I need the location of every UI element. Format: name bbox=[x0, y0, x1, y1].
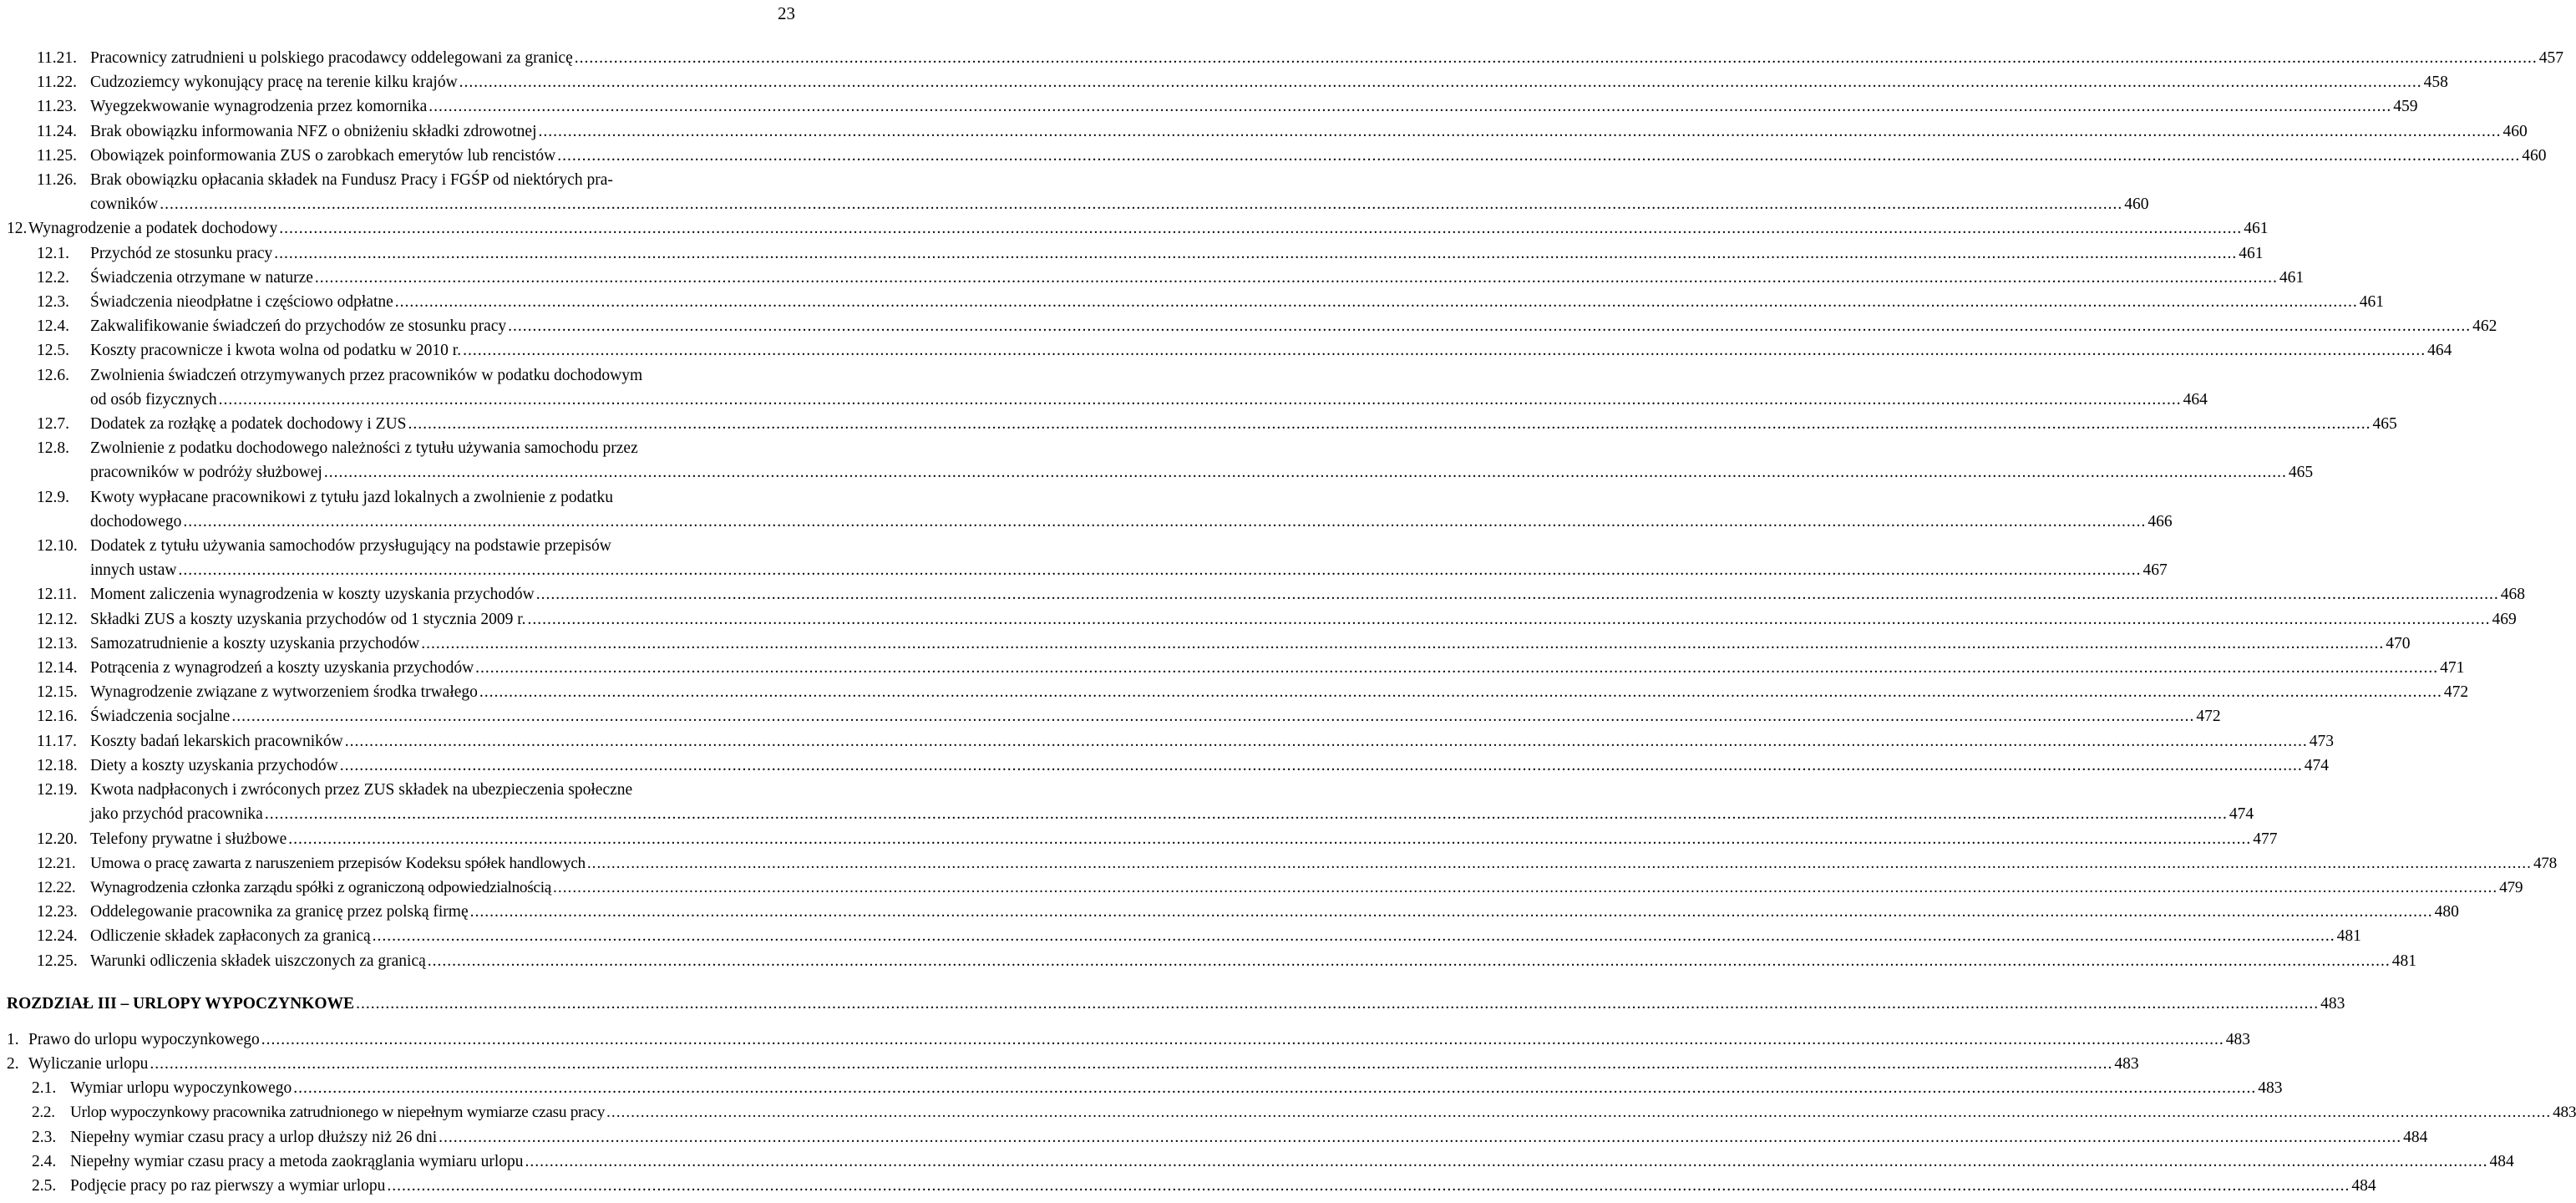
toc-entry-number: 2.5. bbox=[32, 1176, 57, 1195]
toc-entry-number: 12.4. bbox=[37, 317, 69, 336]
table-of-contents bbox=[0, 46, 2576, 1198]
toc-leader-dots: ................................................................................................................................................................................................................................................................................................................................................................................................................ bbox=[459, 74, 2422, 92]
toc-leader-dots: ................................................................................................................................................................................................................................................................................................................................................................................................................ bbox=[264, 805, 2228, 824]
toc-entry-number: 12.15. bbox=[37, 683, 78, 702]
toc-entry bbox=[0, 1150, 2514, 1174]
toc-entry-number: 2.2. bbox=[32, 1104, 55, 1122]
toc-entry-page: 470 bbox=[2386, 634, 2411, 652]
toc-entry-title: Telefony prywatne i służbowe bbox=[90, 830, 287, 848]
toc-entry-title: jako przychód pracownika bbox=[90, 805, 263, 824]
toc-entry bbox=[0, 314, 2497, 338]
toc-entry-page: 458 bbox=[2423, 74, 2448, 92]
toc-entry bbox=[0, 1052, 2139, 1076]
toc-entry-title: Odliczenie składek zapłaconych za granicą bbox=[90, 927, 371, 946]
toc-entry-number: 12.3. bbox=[37, 293, 69, 312]
toc-entry bbox=[0, 851, 2557, 876]
toc-entry-number: 2. bbox=[7, 1054, 19, 1073]
toc-entry bbox=[0, 534, 2168, 582]
toc-entry-page: 472 bbox=[2196, 708, 2221, 726]
toc-entry-page: 481 bbox=[2336, 927, 2361, 946]
toc-entry-page: 460 bbox=[2522, 146, 2547, 165]
toc-leader-dots: ................................................................................................................................................................................................................................................................................................................................................................................................................ bbox=[557, 146, 2521, 165]
toc-entry-number: 12.14. bbox=[37, 659, 78, 678]
toc-entry-number: 11.25. bbox=[37, 146, 78, 165]
toc-entry bbox=[0, 949, 2417, 973]
toc-entry-page: 478 bbox=[2533, 854, 2557, 872]
toc-entry-title: Umowa o pracę zawarta z naruszeniem przepisów Kodeksu spółek handlowych bbox=[90, 854, 586, 872]
toc-entry-title: Pracownicy zatrudnieni u polskiego pracodawcy oddelegowani za granicę bbox=[90, 49, 573, 67]
toc-leader-dots: ................................................................................................................................................................................................................................................................................................................................................................................................................ bbox=[538, 122, 2502, 140]
toc-leader-dots: ................................................................................................................................................................................................................................................................................................................................................................................................................ bbox=[479, 683, 2442, 702]
toc-entry-title: cowników bbox=[90, 195, 159, 214]
toc-entry-page: 471 bbox=[2440, 659, 2465, 678]
toc-leader-dots: ................................................................................................................................................................................................................................................................................................................................................................................................................ bbox=[525, 1152, 2488, 1170]
toc-entry bbox=[0, 94, 2418, 119]
toc-leader-dots: ................................................................................................................................................................................................................................................................................................................................................................................................................ bbox=[288, 830, 2252, 848]
toc-entry-page: 461 bbox=[2244, 220, 2269, 238]
toc-leader-dots: ................................................................................................................................................................................................................................................................................................................................................................................................................ bbox=[261, 1030, 2224, 1048]
toc-entry bbox=[0, 46, 2563, 70]
toc-entry-page: 473 bbox=[2309, 732, 2334, 750]
toc-entry-title: Moment zaliczenia wynagrodzenia w koszty uzyskania przychodów bbox=[90, 586, 535, 604]
toc-entry-title: Oddelegowanie pracownika za granicę przez polską firmę bbox=[90, 903, 469, 921]
toc-entry-page: 460 bbox=[2502, 122, 2528, 140]
toc-entry-title: Świadczenia socjalne bbox=[90, 708, 231, 726]
toc-section-11 bbox=[0, 46, 2563, 216]
chapter-title: ROZDZIAŁ III – URLOPY WYPOCZYNKOWE bbox=[7, 994, 355, 1013]
toc-entry bbox=[0, 900, 2459, 924]
toc-entry-number: 12.20. bbox=[37, 830, 78, 848]
toc-entry bbox=[0, 924, 2361, 948]
toc-entry-page: 464 bbox=[2183, 390, 2208, 409]
toc-entry bbox=[0, 754, 2329, 778]
toc-entry-title: Przychód ze stosunku pracy bbox=[90, 244, 273, 262]
toc-entry-number: 12.25. bbox=[37, 952, 78, 970]
toc-entry-page: 483 bbox=[2114, 1054, 2139, 1073]
toc-leader-dots: ................................................................................................................................................................................................................................................................................................................................................................................................................ bbox=[586, 854, 2532, 872]
toc-entry-chapter-12 bbox=[0, 216, 2269, 241]
toc-entry-title: innych ustaw bbox=[90, 561, 177, 580]
toc-entry-title: Cudzoziemcy wykonujący pracę na terenie kilku krajów bbox=[90, 74, 458, 92]
toc-entry-title: Wyliczanie urlopu bbox=[28, 1054, 149, 1073]
toc-entry-number: 11.26. bbox=[37, 171, 78, 190]
toc-entry-number: 12.5. bbox=[37, 342, 69, 360]
toc-entry-page: 467 bbox=[2142, 561, 2168, 580]
toc-entry-page: 459 bbox=[2393, 98, 2418, 116]
toc-leader-dots: ................................................................................................................................................................................................................................................................................................................................................................................................................ bbox=[606, 1104, 2552, 1122]
toc-entry-number: 12.7. bbox=[37, 415, 69, 434]
toc-entry bbox=[0, 266, 2305, 290]
toc-entry bbox=[0, 632, 2411, 656]
toc-entry bbox=[0, 338, 2452, 363]
toc-entry-title: pracowników w podróży służbowej bbox=[90, 464, 322, 482]
toc-entry-number: 11.24. bbox=[37, 122, 78, 140]
toc-leader-dots: ................................................................................................................................................................................................................................................................................................................................................................................................................ bbox=[178, 561, 2142, 580]
toc-leader-dots: ................................................................................................................................................................................................................................................................................................................................................................................................................ bbox=[293, 1079, 2257, 1098]
toc-entry-page: 457 bbox=[2538, 49, 2563, 67]
toc-leader-dots: ................................................................................................................................................................................................................................................................................................................................................................................................................ bbox=[527, 610, 2491, 628]
toc-entry bbox=[0, 778, 2254, 826]
toc-entry-number: 2.1. bbox=[32, 1079, 57, 1098]
toc-entry bbox=[0, 485, 2173, 534]
page-number: 23 bbox=[778, 3, 795, 23]
toc-entry bbox=[0, 1076, 2283, 1100]
toc-entry-title: Prawo do urlopu wypoczynkowego bbox=[28, 1030, 260, 1048]
toc-entry-number: 12.8. bbox=[37, 439, 69, 458]
toc-entry bbox=[0, 582, 2525, 607]
toc-entry bbox=[0, 656, 2465, 680]
toc-leader-dots: ................................................................................................................................................................................................................................................................................................................................................................................................................ bbox=[356, 994, 2320, 1013]
toc-entry-page: 483 bbox=[2258, 1079, 2283, 1098]
toc-entry-title: Kwota nadpłaconych i zwróconych przez ZUS składek na ubezpieczenia społeczne bbox=[90, 781, 633, 799]
toc-entry-page: 474 bbox=[2304, 756, 2329, 774]
toc-entry-title: Podjęcie pracy po raz pierwszy a wymiar urlopu bbox=[70, 1176, 386, 1195]
toc-entry-title: Kwoty wypłacane pracownikowi z tytułu jazd lokalnych a zwolnienie z podatku bbox=[90, 488, 613, 506]
toc-leader-dots: ................................................................................................................................................................................................................................................................................................................................................................................................................ bbox=[323, 464, 2287, 482]
toc-entry bbox=[0, 436, 2314, 485]
toc-entry-title: Potrącenia z wynagrodzeń a koszty uzyskania przychodów bbox=[90, 659, 474, 678]
toc-leader-dots: ................................................................................................................................................................................................................................................................................................................................................................................................................ bbox=[469, 903, 2433, 921]
toc-leader-dots: ................................................................................................................................................................................................................................................................................................................................................................................................................ bbox=[535, 586, 2499, 604]
toc-entry bbox=[0, 119, 2528, 144]
toc-entry-number: 12.12. bbox=[37, 610, 78, 628]
toc-entry-page: 483 bbox=[2553, 1104, 2576, 1122]
toc-entry bbox=[0, 704, 2221, 728]
toc-leader-dots: ................................................................................................................................................................................................................................................................................................................................................................................................................ bbox=[218, 390, 2182, 409]
toc-leader-dots: ................................................................................................................................................................................................................................................................................................................................................................................................................ bbox=[274, 244, 2238, 262]
toc-entry-number: 11.23. bbox=[37, 98, 78, 116]
toc-entry bbox=[0, 412, 2397, 436]
toc-entry bbox=[0, 607, 2517, 632]
toc-entry-title: Urlop wypoczynkowy pracownika zatrudnionego w niepełnym wymiarze czasu pracy bbox=[70, 1104, 606, 1122]
toc-entry-page: 465 bbox=[2288, 464, 2314, 482]
toc-leader-dots: ................................................................................................................................................................................................................................................................................................................................................................................................................ bbox=[279, 220, 2243, 238]
toc-entry-number: 12. bbox=[7, 220, 28, 238]
toc-chapter-heading bbox=[7, 992, 2345, 1016]
toc-entry-title: Brak obowiązku opłacania składek na Fundusz Pracy i FGŚP od niektórych pra- bbox=[90, 171, 613, 190]
toc-leader-dots: ................................................................................................................................................................................................................................................................................................................................................................................................................ bbox=[421, 634, 2385, 652]
toc-entry-number: 11.22. bbox=[37, 74, 78, 92]
toc-entry-page: 477 bbox=[2253, 830, 2278, 848]
toc-entry-number: 11.17. bbox=[37, 732, 78, 750]
toc-entry bbox=[0, 1174, 2376, 1198]
toc-leader-dots: ................................................................................................................................................................................................................................................................................................................................................................................................................ bbox=[150, 1054, 2113, 1073]
toc-leader-dots: ................................................................................................................................................................................................................................................................................................................................................................................................................ bbox=[439, 1128, 2402, 1146]
toc-leader-dots: ................................................................................................................................................................................................................................................................................................................................................................................................................ bbox=[394, 293, 2358, 312]
toc-entry bbox=[0, 729, 2334, 754]
toc-entry-title: Świadczenia nieodpłatne i częściowo odpłatne bbox=[90, 293, 393, 312]
toc-entry-title: Zakwalifikowanie świadczeń do przychodów ze stosunku pracy bbox=[90, 317, 507, 336]
toc-entry-title: Wyegzekwowanie wynagrodzenia przez komornika bbox=[90, 98, 428, 116]
toc-entry-page: 469 bbox=[2492, 610, 2517, 628]
toc-entry-title: Warunki odliczenia składek uiszczonych za granicą bbox=[90, 952, 426, 970]
toc-entry-number: 12.16. bbox=[37, 708, 78, 726]
toc-entry-title: Wynagrodzenie a podatek dochodowy bbox=[28, 220, 278, 238]
toc-leader-dots: ................................................................................................................................................................................................................................................................................................................................................................................................................ bbox=[408, 415, 2371, 434]
toc-entry-number: 1. bbox=[7, 1030, 19, 1048]
toc-leader-dots: ................................................................................................................................................................................................................................................................................................................................................................................................................ bbox=[183, 512, 2147, 530]
toc-entry-title: Niepełny wymiar czasu pracy a urlop dłuższy niż 26 dni bbox=[70, 1128, 438, 1146]
toc-entry-page: 484 bbox=[2403, 1128, 2428, 1146]
toc-entry-page: 461 bbox=[2359, 293, 2385, 312]
toc-entry-page: 480 bbox=[2434, 903, 2459, 921]
toc-entry-number: 12.11. bbox=[37, 586, 78, 604]
toc-entry-number: 2.4. bbox=[32, 1152, 57, 1170]
toc-leader-dots: ................................................................................................................................................................................................................................................................................................................................................................................................................ bbox=[160, 195, 2123, 214]
toc-leader-dots: ................................................................................................................................................................................................................................................................................................................................................................................................................ bbox=[463, 342, 2426, 360]
toc-entry-page: 466 bbox=[2148, 512, 2173, 530]
toc-entry-number: 12.19. bbox=[37, 781, 78, 799]
toc-entry-page: 479 bbox=[2499, 878, 2523, 896]
toc-entry-page: 472 bbox=[2443, 683, 2469, 702]
toc-entry bbox=[0, 1028, 2250, 1052]
toc-leader-dots: ................................................................................................................................................................................................................................................................................................................................................................................................................ bbox=[339, 756, 2303, 774]
toc-entry-number: 12.1. bbox=[37, 244, 69, 262]
toc-entry-number: 12.2. bbox=[37, 268, 69, 287]
toc-entry-page: 484 bbox=[2351, 1176, 2376, 1195]
toc-entry-page: 484 bbox=[2489, 1152, 2514, 1170]
toc-entry-number: 12.18. bbox=[37, 756, 78, 774]
toc-entry-page: 474 bbox=[2229, 805, 2254, 824]
toc-entry-title: od osób fizycznych bbox=[90, 390, 217, 409]
toc-entry bbox=[0, 363, 2208, 412]
toc-entry bbox=[0, 827, 2278, 851]
toc-entry bbox=[0, 1100, 2576, 1124]
toc-entry bbox=[0, 290, 2385, 314]
toc-entry bbox=[0, 168, 2149, 216]
toc-entry-number: 12.6. bbox=[37, 366, 69, 384]
toc-entry-title: Koszty pracownicze i kwota wolna od podatku w 2010 r. bbox=[90, 342, 462, 360]
toc-leader-dots: ................................................................................................................................................................................................................................................................................................................................................................................................................ bbox=[553, 878, 2498, 896]
toc-entry bbox=[0, 876, 2523, 900]
toc-leader-dots: ................................................................................................................................................................................................................................................................................................................................................................................................................ bbox=[427, 952, 2391, 970]
toc-entry-title: Zwolnienia świadczeń otrzymywanych przez pracowników w podatku dochodowym bbox=[90, 366, 643, 384]
toc-entry bbox=[0, 680, 2469, 704]
toc-entry-number: 12.22. bbox=[37, 878, 76, 896]
toc-entry-page: 462 bbox=[2472, 317, 2497, 336]
toc-entry-title: Wynagrodzenie związane z wytworzeniem środka trwałego bbox=[90, 683, 478, 702]
toc-entry-page: 461 bbox=[2279, 268, 2305, 287]
toc-entry-title: Składki ZUS a koszty uzyskania przychodów od 1 stycznia 2009 r. bbox=[90, 610, 526, 628]
toc-leader-dots: ................................................................................................................................................................................................................................................................................................................................................................................................................ bbox=[387, 1176, 2350, 1195]
toc-leader-dots: ................................................................................................................................................................................................................................................................................................................................................................................................................ bbox=[372, 927, 2335, 946]
toc-entry-page: 461 bbox=[2239, 244, 2264, 262]
chapter-page: 483 bbox=[2320, 994, 2345, 1013]
toc-leader-dots: ................................................................................................................................................................................................................................................................................................................................................................................................................ bbox=[508, 317, 2472, 336]
toc-entry-number: 12.9. bbox=[37, 488, 69, 506]
toc-entry-page: 460 bbox=[2124, 195, 2149, 214]
toc-entry-title: Niepełny wymiar czasu pracy a metoda zaokrąglania wymiaru urlopu bbox=[70, 1152, 524, 1170]
toc-entry-title: Koszty badań lekarskich pracowników bbox=[90, 732, 343, 750]
toc-entry-number: 12.13. bbox=[37, 634, 78, 652]
toc-entry-title: Brak obowiązku informowania NFZ o obniżeniu składki zdrowotnej bbox=[90, 122, 537, 140]
toc-entry-title: Dodatek z tytułu używania samochodów przysługujący na podstawie przepisów bbox=[90, 537, 611, 556]
toc-entry-page: 465 bbox=[2372, 415, 2397, 434]
toc-entry-number: 12.23. bbox=[37, 903, 78, 921]
toc-entry-title: Diety a koszty uzyskania przychodów bbox=[90, 756, 338, 774]
toc-entry-title: Świadczenia otrzymane w naturze bbox=[90, 268, 313, 287]
toc-entry-number: 12.24. bbox=[37, 927, 78, 946]
toc-entry bbox=[0, 241, 2264, 266]
toc-section-12 bbox=[0, 241, 2557, 973]
toc-section-chapter-3 bbox=[0, 1028, 2576, 1198]
toc-entry-title: Wynagrodzenia członka zarządu spółki z ograniczoną odpowiedzialnością bbox=[90, 878, 552, 896]
toc-leader-dots: ................................................................................................................................................................................................................................................................................................................................................................................................................ bbox=[428, 98, 2392, 116]
toc-leader-dots: ................................................................................................................................................................................................................................................................................................................................................................................................................ bbox=[574, 49, 2538, 67]
toc-entry-page: 464 bbox=[2427, 342, 2452, 360]
toc-entry-title: Wymiar urlopu wypoczynkowego bbox=[70, 1079, 292, 1098]
toc-leader-dots: ................................................................................................................................................................................................................................................................................................................................................................................................................ bbox=[314, 268, 2278, 287]
toc-entry-number: 2.3. bbox=[32, 1128, 57, 1146]
toc-entry-title: Zwolnienie z podatku dochodowego należności z tytułu używania samochodu przez bbox=[90, 439, 638, 458]
toc-entry-page: 468 bbox=[2500, 586, 2525, 604]
toc-entry-title: dochodowego bbox=[90, 512, 182, 530]
toc-entry-number: 11.21. bbox=[37, 49, 78, 67]
toc-entry-number: 12.21. bbox=[37, 854, 76, 872]
toc-entry bbox=[0, 70, 2448, 94]
toc-entry-number: 12.10. bbox=[37, 537, 78, 556]
toc-entry bbox=[0, 1125, 2428, 1150]
toc-entry bbox=[0, 144, 2547, 168]
toc-leader-dots: ................................................................................................................................................................................................................................................................................................................................................................................................................ bbox=[475, 659, 2439, 678]
toc-leader-dots: ................................................................................................................................................................................................................................................................................................................................................................................................................ bbox=[231, 708, 2195, 726]
toc-entry-title: Samozatrudnienie a koszty uzyskania przychodów bbox=[90, 634, 420, 652]
toc-entry-title: Dodatek za rozłąkę a podatek dochodowy i ZUS bbox=[90, 415, 407, 434]
toc-entry-page: 481 bbox=[2391, 952, 2417, 970]
toc-entry-page: 483 bbox=[2225, 1030, 2250, 1048]
toc-entry-title: Obowiązek poinformowania ZUS o zarobkach emerytów lub rencistów bbox=[90, 146, 556, 165]
toc-leader-dots: ................................................................................................................................................................................................................................................................................................................................................................................................................ bbox=[344, 732, 2308, 750]
